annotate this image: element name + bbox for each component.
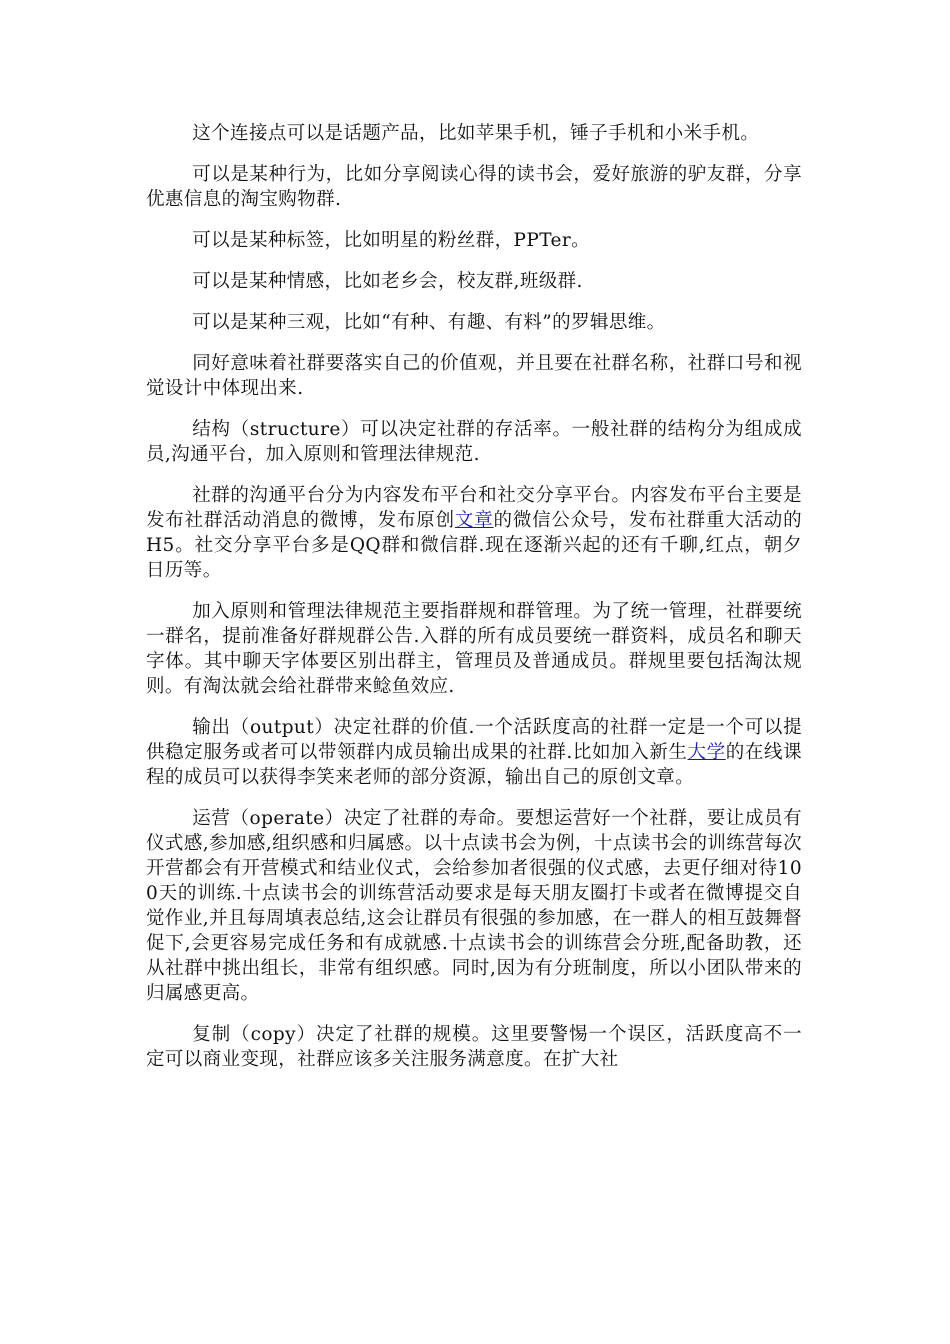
paragraph [146, 806, 802, 1006]
paragraph-text: 结构（structure）可以决定社群的存活率。一般社群的结构分为组成成员,沟通平台，加入原则和管理法律规范. [146, 419, 802, 465]
paragraph-text: 可以是某种三观，比如“有种、有趣、有料”的罗辑思维。 [192, 312, 666, 333]
paragraph [146, 417, 802, 467]
paragraph-text: 可以是某种标签，比如明星的粉丝群，PPTer。 [192, 230, 591, 251]
paragraph [146, 483, 802, 583]
paragraph-text: 可以是某种情感，比如老乡会，校友群,班级群. [192, 271, 583, 292]
paragraph [146, 1022, 802, 1072]
paragraph [146, 351, 802, 401]
inline-link[interactable]: 大学 [687, 742, 726, 763]
paragraph-text: 运营（operate）决定了社群的寿命。要想运营好一个社群，要让成员有仪式感,参加感,组织感和归属感。以十点读书会为例，十点读书会的训练营每次开营都会有开营模式和结业仪式，会给参加者很强的仪式感，去更仔细对待100天的训练.十点读书会的训练营活动要求是每天朋友圈打卡或者在微博提交自觉作业,并且每周填表总结,这会让群员有很强的参加感，在一群人的相互鼓舞督促下,会更容易完成任务和有成就感.十点读书会的训练营会分班,配备助教，还从社群中挑出组长，非常有组织感。同时,因为有分班制度，所以小团队带来的归属感更高。 [146, 808, 802, 1004]
paragraph-text: 的微信公众号，发布社群重大活动的H5。社交分享平台多是QQ群和微信群.现在逐渐兴起的还有千聊,红点，朝夕日历等。 [146, 510, 802, 581]
paragraph-text: 同好意味着社群要落实自己的价值观，并且要在社群名称，社群口号和视觉设计中体现出来. [146, 353, 802, 399]
paragraph-text: 加入原则和管理法律规范主要指群规和群管理。为了统一管理，社群要统一群名，提前准备好群规群公告.入群的所有成员要统一群资料，成员名和聊天字体。其中聊天字体要区别出群主，管理员及普通成员。群规里要包括淘汰规则。有淘汰就会给社群带来鲶鱼效应. [146, 601, 802, 697]
paragraph-text: 输出（output）决定社群的价值.一个活跃度高的社群一定是一个可以提供稳定服务或者可以带领群内成员输出成果的社群.比如加入新生 [146, 717, 802, 763]
paragraph [146, 162, 802, 212]
paragraph-text: 这个连接点可以是话题产品，比如苹果手机，锤子手机和小米手机。 [192, 123, 760, 144]
paragraph [146, 715, 802, 790]
paragraph [146, 599, 802, 699]
paragraph-text: 复制（copy）决定了社群的规模。这里要警惕一个误区，活跃度高不一定可以商业变现，社群应该多关注服务满意度。在扩大社 [146, 1024, 802, 1070]
paragraph [146, 228, 802, 253]
article-body [146, 121, 802, 1088]
inline-link[interactable]: 文章 [454, 510, 494, 531]
paragraph-text: 社群的沟通平台分为内容发布平台和社交分享平台。内容发布平台主要是发布社群活动消息的微博，发布原创 [146, 485, 802, 531]
paragraph [146, 269, 802, 294]
paragraph-text: 可以是某种行为，比如分享阅读心得的读书会，爱好旅游的驴友群，分享优惠信息的淘宝购物群. [146, 164, 802, 210]
paragraph [146, 310, 802, 335]
paragraph-text: 的在线课程的成员可以获得李笑来老师的部分资源，输出自己的原创文章。 [146, 742, 802, 788]
paragraph [146, 121, 802, 146]
